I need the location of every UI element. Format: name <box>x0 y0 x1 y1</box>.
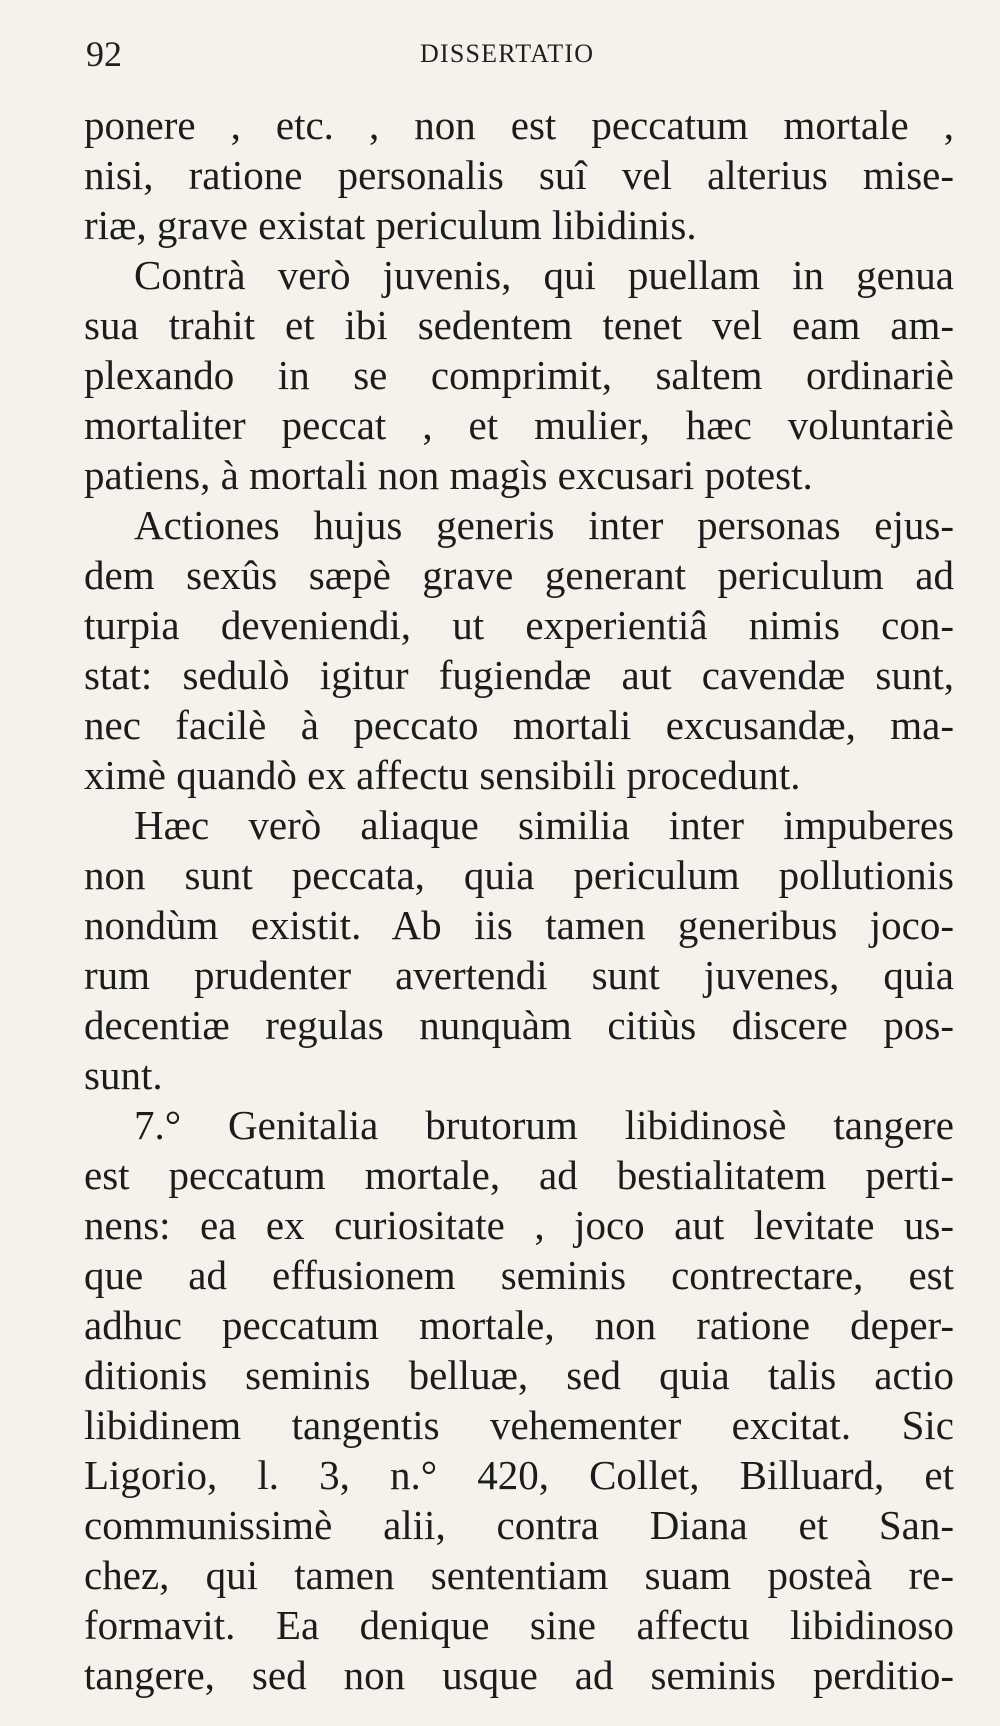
text-line-24: que ad effusionem seminis contrectare, est <box>84 1252 954 1298</box>
text-line-12: stat: sedulò igitur fugiendæ aut cavendæ sunt, <box>84 652 954 698</box>
text-line-18: rum prudenter avertendi sunt juvenes, quia <box>84 952 954 998</box>
text-line-2: nisi, ratione personalis suî vel alterius mise- <box>84 152 954 198</box>
text-line-13: nec facilè à peccato mortali excusandæ, ma- <box>84 702 954 748</box>
text-line-22: est peccatum mortale, ad bestialitatem perti- <box>84 1152 954 1198</box>
text-line-28: Ligorio, l. 3, n.° 420, Collet, Billuard, et <box>84 1452 954 1498</box>
text-line-20: sunt. <box>84 1052 163 1098</box>
text-line-19: decentiæ regulas nunquàm citiùs discere pos- <box>84 1002 954 1048</box>
running-title: DISSERTATIO <box>420 39 595 68</box>
text-line-14: ximè quandò ex affectu sensibili procedunt. <box>84 752 801 798</box>
text-line-7: mortaliter peccat , et mulier, hæc voluntariè <box>84 402 954 448</box>
text-line-23: nens: ea ex curiositate , joco aut levitate us- <box>84 1202 954 1248</box>
body-text <box>84 100 954 1700</box>
text-line-16: non sunt peccata, quia periculum pollutionis <box>84 852 954 898</box>
text-line-15: Hæc verò aliaque similia inter impuberes <box>134 802 954 848</box>
text-line-29: communissimè alii, contra Diana et San- <box>84 1502 954 1548</box>
text-line-17: nondùm existit. Ab iis tamen generibus joco- <box>84 902 954 948</box>
text-line-21: 7.° Genitalia brutorum libidinosè tangere <box>134 1102 954 1148</box>
text-line-10: dem sexûs sæpè grave generant periculum ad <box>84 552 954 598</box>
text-line-27: libidinem tangentis vehementer excitat. Sic <box>84 1402 954 1448</box>
text-line-6: plexando in se comprimit, saltem ordinariè <box>84 352 954 398</box>
text-line-30: chez, qui tamen sententiam suam posteà re- <box>84 1552 954 1598</box>
text-line-31: formavit. Ea denique sine affectu libidinoso <box>84 1602 954 1648</box>
text-line-32: tangere, sed non usque ad seminis perditio- <box>84 1652 954 1698</box>
text-line-5: sua trahit et ibi sedentem tenet vel eam am- <box>84 302 954 348</box>
text-line-11: turpia deveniendi, ut experientiâ nimis con- <box>84 602 954 648</box>
text-line-25: adhuc peccatum mortale, non ratione deper- <box>84 1302 954 1348</box>
text-line-9: Actiones hujus generis inter personas ejus- <box>134 502 954 548</box>
text-line-8: patiens, à mortali non magìs excusari potest. <box>84 452 813 498</box>
text-line-3: riæ, grave existat periculum libidinis. <box>84 202 697 248</box>
text-line-1: ponere , etc. , non est peccatum mortale , <box>84 102 954 148</box>
page-header <box>86 34 954 74</box>
text-line-4: Contrà verò juvenis, qui puellam in genua <box>134 252 954 298</box>
page-number: 92 <box>86 34 122 74</box>
text-line-26: ditionis seminis belluæ, sed quia talis actio <box>84 1352 954 1398</box>
